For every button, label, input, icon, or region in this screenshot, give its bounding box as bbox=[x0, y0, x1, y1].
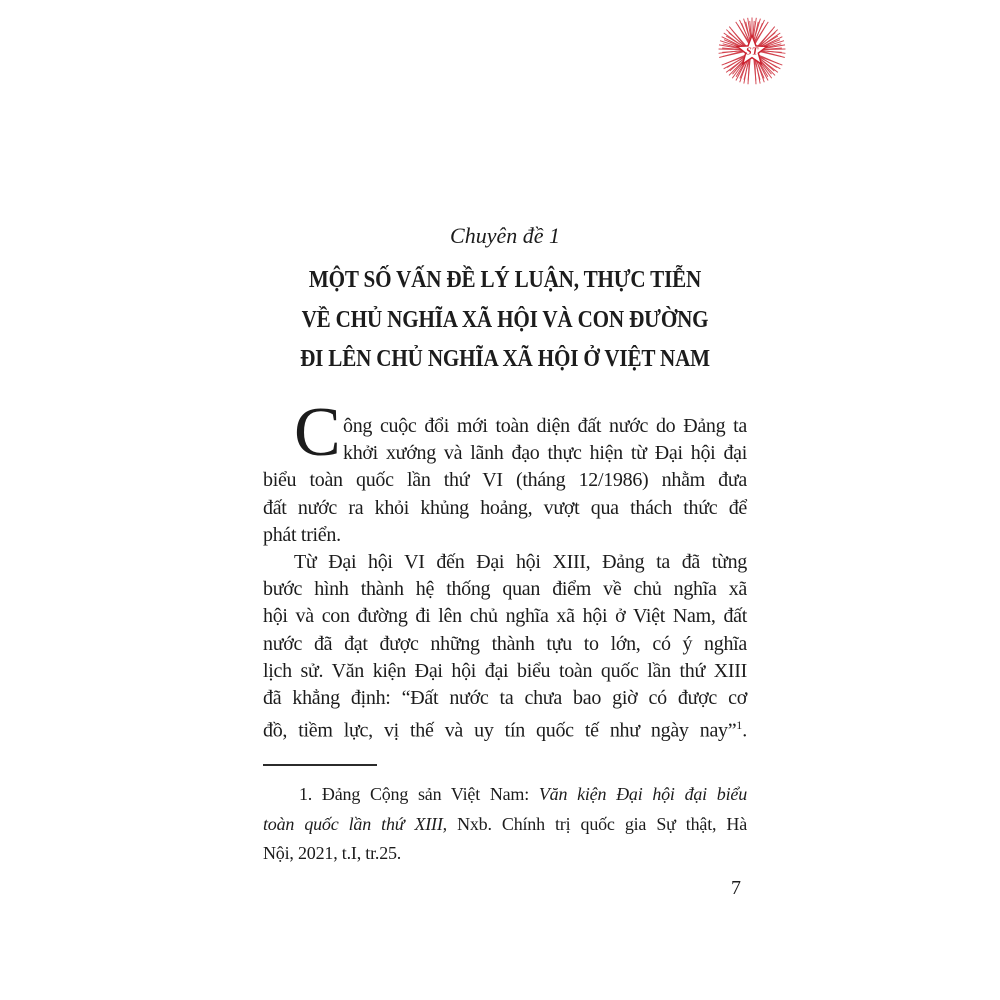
text-line: MỘT SỐ VẤN ĐỀ LÝ LUẬN, THỰC TIỄN bbox=[308, 267, 702, 293]
text-segment: Văn kiện Đại hội đại biểu bbox=[538, 784, 747, 804]
text-line: phát triển. bbox=[263, 523, 341, 546]
starburst-emblem-icon bbox=[710, 8, 794, 92]
text-line: VỀ CHỦ NGHĨA XÃ HỘI VÀ CON ĐƯỜNG bbox=[301, 306, 709, 333]
text-line: ông cuộc đổi mới toàn diện đất nước do Đảng ta bbox=[343, 415, 747, 437]
text-line: lịch sử. Văn kiện Đại hội đại biểu toàn quốc lần thứ XIII bbox=[263, 659, 747, 682]
text-line bbox=[263, 839, 747, 869]
logo-monogram: ST bbox=[745, 46, 759, 58]
text-line: đất nước ra khỏi khủng hoảng, vượt qua thách thức để bbox=[263, 496, 747, 519]
chapter-title bbox=[233, 261, 777, 380]
text-line: ĐI LÊN CHỦ NGHĨA XÃ HỘI Ở VIỆT NAM bbox=[300, 346, 710, 372]
text-line: biểu toàn quốc lần thứ VI (tháng 12/1986) nhằm đưa bbox=[263, 469, 747, 492]
page-number: 7 bbox=[731, 877, 741, 899]
text-segment: 1. Đảng Cộng sản Việt Nam: bbox=[299, 784, 539, 804]
text-line: Từ Đại hội VI đến Đại hội XIII, Đảng ta đã từng bbox=[294, 551, 747, 574]
chapter-kicker: Chuyên đề 1 bbox=[450, 223, 560, 248]
footnote-divider bbox=[263, 764, 377, 766]
text-line: nước đã đạt được những thành tựu to lớn, có ý nghĩa bbox=[263, 632, 747, 655]
body-text bbox=[263, 394, 747, 745]
drop-cap: C bbox=[294, 394, 341, 471]
text-line bbox=[263, 780, 747, 810]
text-segment: . bbox=[742, 719, 747, 742]
footnote-reference: 1 bbox=[736, 718, 743, 733]
text-segment: Nxb. Chính trị quốc gia Sự thật, Hà bbox=[446, 813, 748, 834]
publisher-star-logo bbox=[710, 8, 794, 92]
paragraph-2 bbox=[263, 549, 747, 745]
text-segment: đồ, tiềm lực, vị thế và uy tín quốc tế như ngày nay” bbox=[263, 719, 737, 742]
text-line: bước hình thành hệ thống quan điểm về chủ nghĩa xã bbox=[263, 578, 747, 601]
text-segment: toàn quốc lần thứ XIII, bbox=[263, 813, 447, 834]
text-line: đã khẳng định: “Đất nước ta chưa bao giờ có được cơ bbox=[263, 687, 747, 710]
text-line: khởi xướng và lãnh đạo thực hiện từ Đại hội đại bbox=[343, 442, 747, 465]
text-segment: Nội, 2021, t.I, tr.25. bbox=[263, 843, 402, 863]
paragraph-1 bbox=[263, 394, 747, 549]
footnote bbox=[263, 780, 747, 869]
text-line bbox=[263, 810, 747, 840]
text-line bbox=[263, 712, 747, 745]
text-line: hội và con đường đi lên chủ nghĩa xã hội ở Việt Nam, đất bbox=[263, 605, 747, 628]
